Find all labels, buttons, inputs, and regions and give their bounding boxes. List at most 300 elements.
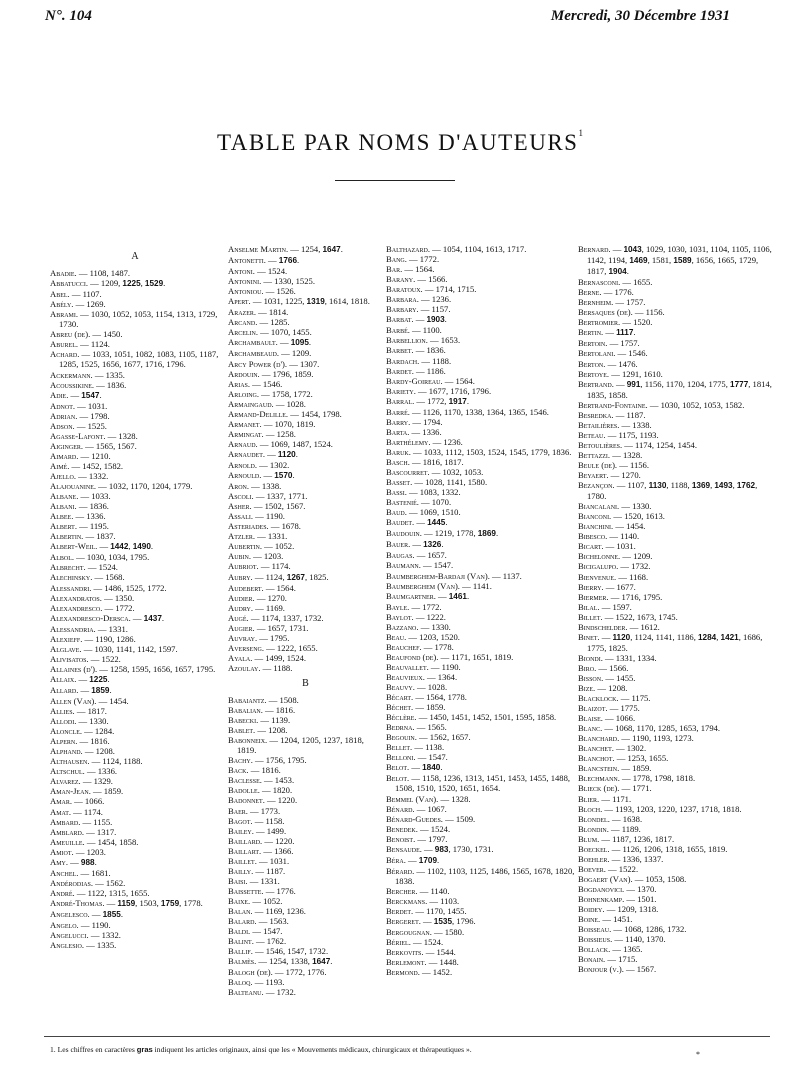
entry-dash: — <box>82 746 96 757</box>
author-entry <box>386 722 576 732</box>
author-entry <box>386 254 576 264</box>
entry-dash: — <box>406 631 420 642</box>
author-name: Badolle. <box>228 785 260 796</box>
author-entry <box>228 916 383 926</box>
author-name: Antoni. <box>228 266 255 277</box>
entry-dash: — <box>93 877 106 888</box>
footnote <box>50 1044 770 1055</box>
original-article-page: 1647 <box>312 957 331 967</box>
author-entry <box>578 934 773 944</box>
page-refs: . <box>99 389 102 400</box>
original-article-page: 1493 <box>714 481 733 491</box>
author-entry <box>50 909 220 920</box>
author-entry <box>578 592 773 602</box>
author-name: Boine. <box>578 914 601 925</box>
author-name: Boehler. <box>578 853 610 864</box>
entry-dash: — <box>77 521 90 532</box>
author-name: Aubin. <box>228 551 252 562</box>
entry-dash: — <box>261 845 275 856</box>
author-entry <box>50 491 220 501</box>
author-name: Armand-Delille. <box>228 408 289 419</box>
author-name: Bianconi. <box>578 511 612 522</box>
page-refs: 1169, 1236. <box>265 906 306 916</box>
page-refs: 1452. <box>432 967 453 978</box>
author-entry <box>578 753 773 763</box>
entry-dash: — <box>435 590 449 601</box>
author-entry <box>386 773 576 793</box>
author-name: Alvarez. <box>50 776 81 787</box>
page-refs: . <box>466 395 469 406</box>
author-name: Baumberghem-Bardaji (Van). <box>386 570 490 581</box>
entry-dash: — <box>431 927 445 938</box>
entry-dash: — <box>252 571 266 582</box>
author-name: Bercher. <box>386 885 418 896</box>
page-refs: , <box>128 541 133 552</box>
author-name: Barbary. <box>386 304 419 315</box>
author-entry <box>578 541 773 551</box>
author-entry <box>228 327 383 337</box>
entry-dash: — <box>627 621 641 632</box>
author-entry <box>228 795 383 805</box>
page-refs: . <box>295 448 298 459</box>
page-refs: . <box>626 266 629 277</box>
page-refs: 1331. <box>267 531 288 542</box>
author-entry <box>228 470 383 481</box>
author-entry <box>50 349 220 369</box>
entry-dash: — <box>261 418 275 429</box>
page-refs: . <box>437 854 440 865</box>
entry-dash: — <box>252 815 266 826</box>
author-entry <box>386 732 576 742</box>
page-refs: 1330. <box>632 501 652 512</box>
author-entry <box>578 531 773 541</box>
page-refs: 1174. <box>271 561 291 572</box>
author-name: Abbatucci. <box>50 278 89 289</box>
author-name: Alglave. <box>50 643 82 654</box>
author-name: Baillart. <box>228 845 262 856</box>
author-entry <box>386 284 576 294</box>
author-name: Biermer. <box>578 591 609 602</box>
author-entry <box>50 674 220 685</box>
page-refs: 1068, 1170, 1285, 1653, 1794. <box>615 723 721 734</box>
author-entry <box>228 296 383 307</box>
author-name: Archambault. <box>228 337 278 348</box>
author-entry <box>50 716 220 726</box>
author-name: Babaiantz. <box>228 695 267 706</box>
author-name: Baldi. <box>228 926 251 937</box>
original-article-page: 1859 <box>91 685 110 695</box>
entry-dash: — <box>76 470 89 481</box>
entry-dash: — <box>409 601 423 612</box>
author-entry <box>50 329 220 339</box>
author-name: Bonain. <box>578 954 606 965</box>
author-entry <box>228 521 383 531</box>
author-entry <box>386 304 576 314</box>
page-refs: 1030, 1034, 1795. <box>86 552 150 563</box>
entry-dash: — <box>71 806 84 817</box>
author-name: Balard. <box>228 916 257 927</box>
entry-dash: — <box>264 642 277 653</box>
author-name: Aubry. <box>228 571 253 582</box>
entry-dash: — <box>611 511 625 522</box>
author-entry <box>228 491 383 501</box>
entry-dash: — <box>416 732 430 743</box>
author-entry <box>578 854 773 864</box>
page-refs: 1776. <box>614 287 634 298</box>
page-refs: . <box>330 956 333 967</box>
author-name: Amar. <box>50 796 73 807</box>
author-name: Bassi. <box>386 487 407 498</box>
page-refs: 1859. <box>426 702 446 713</box>
author-entry <box>386 376 576 386</box>
entry-dash: — <box>609 368 622 379</box>
author-name: Blaizot. <box>578 703 608 714</box>
entry-dash: — <box>82 633 96 644</box>
page-refs: 1816. <box>90 736 110 747</box>
page-refs: 1033, 1051, 1082, 1083, 1105, 1187, 1285, 1525, 1656, 1677, 1716, 1796. <box>59 349 219 370</box>
author-name: Basset. <box>386 477 413 488</box>
page-refs: 1547. <box>263 926 283 937</box>
author-entry <box>228 551 383 561</box>
author-entry <box>228 541 383 551</box>
entry-dash: — <box>426 957 440 968</box>
author-name: Barré. <box>386 406 410 417</box>
author-entry <box>50 268 220 278</box>
entry-dash: — <box>250 296 264 307</box>
author-name: Basch. <box>386 456 410 467</box>
entry-dash: — <box>413 906 427 917</box>
original-article-page: 1535 <box>433 917 452 927</box>
original-article-page: 1159 <box>117 898 136 908</box>
page-refs: 1331, 1334. <box>615 652 657 663</box>
author-entry <box>578 844 773 854</box>
author-entry <box>50 572 220 582</box>
page-refs: 1209, 1318. <box>617 904 659 915</box>
entry-dash: — <box>92 369 106 380</box>
author-name: Arlоing. <box>228 388 260 399</box>
entry-dash: — <box>84 940 97 951</box>
page-refs: 1103. <box>440 896 460 906</box>
index-column-1 <box>50 244 220 950</box>
issue-date: Mercredi, 30 Décembre 1931 <box>550 8 730 24</box>
entry-dash: — <box>263 428 277 439</box>
author-entry <box>386 581 576 591</box>
entry-dash: — <box>619 763 633 774</box>
author-entry <box>578 420 773 430</box>
author-entry <box>578 632 773 653</box>
entry-dash: — <box>72 796 85 807</box>
entry-dash: — <box>250 926 264 937</box>
page-refs: 1773. <box>260 805 281 816</box>
page-refs: 1330, 1525. <box>274 276 315 287</box>
entry-dash: — <box>405 854 419 865</box>
page-refs: 1137. <box>502 570 522 581</box>
author-entry <box>228 886 383 896</box>
author-name: Bardet. <box>386 365 414 376</box>
author-name: Bauer. <box>386 539 411 550</box>
page-refs: , <box>716 631 721 642</box>
author-entry <box>228 348 383 358</box>
entry-dash: — <box>105 430 119 441</box>
author-entry <box>50 339 220 349</box>
entry-dash: — <box>265 448 278 459</box>
author-name: Barthélemy. <box>386 436 431 447</box>
author-entry <box>50 930 220 940</box>
page-refs: 1156. <box>645 307 665 318</box>
page-title <box>0 130 800 156</box>
author-name: Barbara. <box>386 294 419 305</box>
page-refs: 1190. <box>265 511 285 522</box>
page-refs: 1175. <box>631 693 651 704</box>
author-entry <box>50 898 220 909</box>
entry-dash: — <box>609 853 623 864</box>
author-entry <box>578 864 773 874</box>
page-refs: 1108, 1487. <box>89 268 131 279</box>
original-article-page: 1547 <box>81 390 100 400</box>
entry-dash: — <box>613 409 627 420</box>
author-entry <box>50 531 220 541</box>
author-entry <box>50 471 220 481</box>
author-entry <box>578 663 773 673</box>
author-name: Blondel. <box>578 813 610 824</box>
entry-dash: — <box>252 977 266 988</box>
page-refs: 1338. <box>632 419 652 430</box>
page-refs: 1522. <box>618 863 639 874</box>
entry-dash: — <box>413 702 427 713</box>
author-entry <box>386 539 576 550</box>
author-name: Allard. <box>50 684 79 695</box>
entry-dash: — <box>254 622 268 633</box>
author-entry <box>578 440 773 450</box>
entry-dash: — <box>421 528 435 539</box>
entry-dash: — <box>272 967 286 978</box>
author-name: Aubriot. <box>228 561 259 572</box>
entry-dash: — <box>423 947 437 958</box>
author-name: Bar. <box>386 264 403 275</box>
page-refs: 1175, 1193. <box>618 429 659 440</box>
author-name: Blieck (de). <box>578 783 620 794</box>
author-entry <box>386 437 576 447</box>
entry-dash: — <box>414 803 428 814</box>
original-article-page: 1117 <box>616 328 634 338</box>
author-entry <box>578 814 773 824</box>
author-name: Abadie. <box>50 268 77 279</box>
original-article-page: 1461 <box>448 591 467 601</box>
page-refs: 1566. <box>609 662 629 673</box>
entry-dash: — <box>623 964 637 975</box>
entry-dash: — <box>68 389 82 400</box>
page-refs: 1187. <box>266 865 286 876</box>
author-name: Alessandria. <box>50 623 96 634</box>
page-refs: 1138. <box>425 742 445 753</box>
author-name: Allen (Van). <box>50 696 97 707</box>
author-entry <box>578 824 773 834</box>
entry-dash: — <box>632 307 646 318</box>
page-refs: 1837. <box>96 531 116 542</box>
entry-dash: — <box>257 317 271 328</box>
entry-dash: — <box>596 662 610 673</box>
author-entry <box>50 696 220 706</box>
author-name: Bettazzi. <box>578 449 611 460</box>
author-entry <box>50 552 220 562</box>
entry-dash: — <box>80 776 94 787</box>
author-name: Baylot. <box>386 611 414 622</box>
page-refs: 1330. <box>431 621 451 632</box>
entry-dash: — <box>252 946 266 957</box>
author-name: Bergeret. <box>386 916 421 927</box>
author-entry <box>228 735 383 755</box>
author-name: Betailières. <box>578 419 620 430</box>
author-entry <box>50 380 220 390</box>
original-article-page: 988 <box>80 857 95 867</box>
author-entry <box>578 874 773 884</box>
entry-dash: — <box>76 673 90 684</box>
entry-dash: — <box>420 916 434 927</box>
author-entry <box>578 430 773 440</box>
author-name: Bergougnan. <box>386 927 432 938</box>
page-refs: 1208. <box>95 746 115 757</box>
author-entry <box>578 703 773 713</box>
entry-dash: — <box>255 531 268 542</box>
author-entry <box>228 439 383 449</box>
entry-dash: — <box>263 582 277 593</box>
page-refs: 1253, 1655. <box>627 753 669 764</box>
author-name: Ardouin. <box>228 368 260 379</box>
author-name: Bariety. <box>386 385 416 396</box>
entry-dash: — <box>599 631 613 642</box>
author-name: Armanet. <box>228 418 262 429</box>
entry-dash: — <box>603 672 617 683</box>
author-entry <box>228 715 383 725</box>
author-entry <box>578 348 773 358</box>
original-article-page: 1120 <box>612 632 631 642</box>
author-entry <box>386 356 576 366</box>
entry-dash: — <box>130 612 144 623</box>
page-refs: 1370. <box>637 883 657 894</box>
author-name: Bernasconi. <box>578 277 621 288</box>
page-refs: 1140. <box>620 531 640 542</box>
author-entry <box>228 572 383 583</box>
entry-dash: — <box>253 602 266 613</box>
author-name: Billet. <box>578 611 603 622</box>
entry-dash: — <box>89 909 103 919</box>
original-article-page: 1369 <box>691 481 711 491</box>
page-refs: 1171, 1651, 1819. <box>451 651 514 662</box>
author-name: Arnould. <box>228 470 262 481</box>
entry-dash: — <box>599 793 613 804</box>
entry-dash: — <box>619 783 633 794</box>
author-entry <box>50 827 220 837</box>
page-refs: 1067. <box>427 803 447 814</box>
page-refs: 1066. <box>84 796 105 807</box>
author-entry <box>228 826 383 836</box>
entry-dash: — <box>599 601 613 612</box>
author-entry <box>578 773 773 783</box>
author-name: Alessandri. <box>50 582 92 593</box>
author-name: Berdet. <box>386 906 414 917</box>
original-article-page: 1840 <box>422 763 441 773</box>
entry-dash: — <box>459 580 473 591</box>
author-name: Blier. <box>578 793 600 804</box>
page-refs: 1499. <box>266 825 287 836</box>
author-name: Bascourret. <box>386 467 430 478</box>
author-name: Besredka. <box>578 409 614 420</box>
entry-dash: — <box>601 287 615 298</box>
author-name: Amblard. <box>50 826 85 837</box>
page-refs: 1486, 1525, 1772. <box>104 582 167 593</box>
author-entry <box>228 613 383 623</box>
author-name: Bonjour (v.). <box>578 964 624 975</box>
author-name: Berkovits. <box>386 947 424 958</box>
author-name: Baumberghem (Van). <box>386 580 460 591</box>
author-name: Baugas. <box>386 550 415 561</box>
page-refs: 1816. <box>261 765 281 776</box>
page-refs: 1798. <box>90 410 110 421</box>
page-refs: 1254, <box>301 244 323 254</box>
author-entry <box>578 410 773 420</box>
entry-dash: — <box>259 368 273 379</box>
entry-dash: — <box>620 277 634 288</box>
page-refs: 1139. <box>271 715 291 726</box>
entry-dash: — <box>429 467 443 478</box>
author-entry <box>228 836 383 846</box>
author-entry <box>228 255 383 266</box>
author-entry <box>386 487 576 497</box>
page-refs: 1054, 1104, 1613, 1717. <box>442 244 527 254</box>
author-entry <box>228 379 383 389</box>
author-entry <box>578 653 773 663</box>
author-name: Biro. <box>578 662 597 673</box>
entry-dash: — <box>421 843 435 854</box>
page-refs: 1107. <box>82 289 102 300</box>
page-refs: 1455. <box>616 672 636 683</box>
author-name: Alajouanine. <box>50 481 97 492</box>
author-name: Bailey. <box>228 825 254 836</box>
author-name: Bertrand-Fontaine. <box>578 399 648 410</box>
original-article-page: 1904 <box>608 267 627 277</box>
author-entry <box>228 816 383 826</box>
author-entry <box>228 603 383 613</box>
author-name: Baruk. <box>386 446 411 457</box>
author-name: Alexandratos. <box>50 592 102 603</box>
original-article-page: 1130 <box>648 481 667 491</box>
entry-dash: — <box>263 286 277 297</box>
author-entry <box>386 417 576 427</box>
author-entry <box>386 244 576 254</box>
page-refs: 1033, 1112, 1503, 1524, 1545, 1779, 1836. <box>423 446 572 457</box>
author-name: Aiginger. <box>50 440 84 451</box>
page-refs: 1189. <box>621 823 641 834</box>
page-refs: 1336, 1337. <box>622 853 664 864</box>
author-name: Barral. <box>386 395 415 406</box>
author-entry <box>386 264 576 274</box>
author-entry <box>578 450 773 460</box>
author-entry <box>228 583 383 593</box>
page-refs: 1836. <box>106 379 127 390</box>
entry-dash: — <box>74 887 88 898</box>
author-name: André. <box>50 887 75 898</box>
author-entry <box>386 366 576 376</box>
entry-dash: — <box>75 400 88 411</box>
page-refs: 1222. <box>426 611 446 622</box>
page-refs: . <box>150 541 154 552</box>
author-entry <box>228 449 383 460</box>
entry-dash: — <box>647 399 661 410</box>
author-name: Althausen. <box>50 756 90 767</box>
page-refs: 1236. <box>431 294 452 305</box>
entry-dash: — <box>266 695 280 706</box>
author-name: Bicart. <box>578 541 604 552</box>
